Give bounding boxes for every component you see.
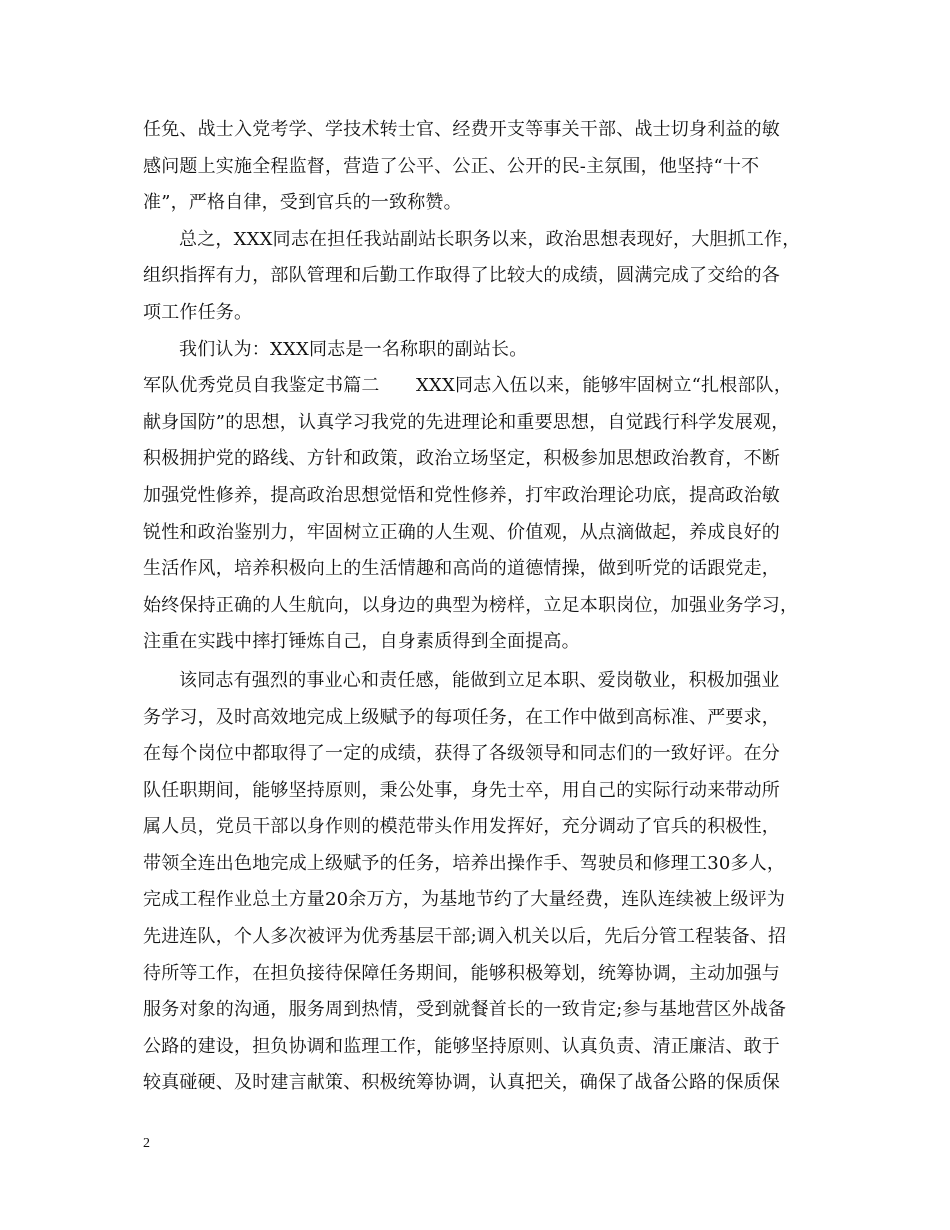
- text-line: 任免、战士入党考学、学技术转士官、经费开支等事关干部、战士切身利益的敏: [143, 119, 780, 140]
- body-text: [143, 112, 823, 1102]
- text-line: 公路的建设，担负协调和监理工作，能够坚持原则、认真负责、清正廉洁、敢于: [143, 1035, 780, 1057]
- text-line: 感问题上实施全程监督，营造了公平、公正、公开的民-主氛围，他坚持“十不: [143, 155, 760, 177]
- text-line: 在每个岗位中都取得了一定的成绩，获得了各级领导和同志们的一致好评。在分: [143, 743, 780, 765]
- text-line: 始终保持正确的人生航向，以身边的典型为榜样，立足本职岗位，加强业务学习，: [143, 594, 799, 616]
- text-line: 先进连队，个人多次被评为优秀基层干部;调入机关以后，先后分管工程装备、招: [143, 926, 787, 948]
- text-line: 带领全连出色地完成上级赋予的任务，培养出操作手、驾驶员和修理工30多人，: [143, 852, 786, 874]
- text-line: 组织指挥有力，部队管理和后勤工作取得了比较大的成绩，圆满完成了交给的各: [143, 265, 780, 287]
- section-heading-line: 军队优秀党员自我鉴定书篇二 XXX同志入伍以来，能够牢固树立“扎根部队，: [143, 375, 793, 397]
- text-line: 我们认为：XXX同志是一名称职的副站长。: [179, 338, 528, 360]
- text-line: 献身国防”的思想，认真学习我党的先进理论和重要思想，自觉践行科学发展观，: [143, 411, 790, 433]
- text-line: 务学习，及时高效地完成上级赋予的每项任务，在工作中做到高标准、严要求，: [143, 706, 780, 728]
- text-line: 较真碰硬、及时建言献策、积极统筹协调，认真把关，确保了战备公路的保质保: [143, 1072, 780, 1094]
- text-line: 加强党性修养，提高政治思想觉悟和党性修养，打牢政治理论功底，提高政治敏: [143, 484, 780, 506]
- text-line: 属人员，党员干部以身作则的模范带头作用发挥好，充分调动了官兵的积极性，: [143, 816, 780, 838]
- text-line: 准”，严格自律，受到官兵的一致称赞。: [143, 192, 462, 214]
- text-line: 积极拥护党的路线、方针和政策，政治立场坚定，积极参加思想政治教育，不断: [143, 448, 780, 470]
- page-number: 2: [143, 1136, 150, 1151]
- text-line: 服务对象的沟通，服务周到热情，受到就餐首长的一致肯定;参与基地营区外战备: [143, 999, 787, 1021]
- text-line: 完成工程作业总土方量20余万方，为基地节约了大量经费，连队连续被上级评为: [143, 889, 786, 911]
- text-line: 该同志有强烈的事业心和责任感，能做到立足本职、爱岗敬业，积极加强业: [179, 669, 780, 691]
- text-line: 生活作风，培养积极向上的生活情趣和高尚的道德情操，做到听党的话跟党走，: [143, 558, 780, 580]
- text-line: 总之，XXX同志在担任我站副站长职务以来，政治思想表现好，大胆抓工作，: [179, 228, 801, 250]
- text-line: 队任职期间，能够坚持原则，秉公处事，身先士卒，用自己的实际行动来带动所: [143, 779, 780, 801]
- text-line: 项工作任务。: [143, 301, 253, 323]
- text-line: 待所等工作，在担负接待保障任务期间，能够积极筹划，统筹协调，主动加强与: [143, 962, 780, 984]
- text-line: 注重在实践中摔打锤炼自己，自身素质得到全面提高。: [143, 631, 580, 653]
- text-line: 锐性和政治鉴别力，牢固树立正确的人生观、价值观，从点滴做起，养成良好的: [143, 521, 780, 543]
